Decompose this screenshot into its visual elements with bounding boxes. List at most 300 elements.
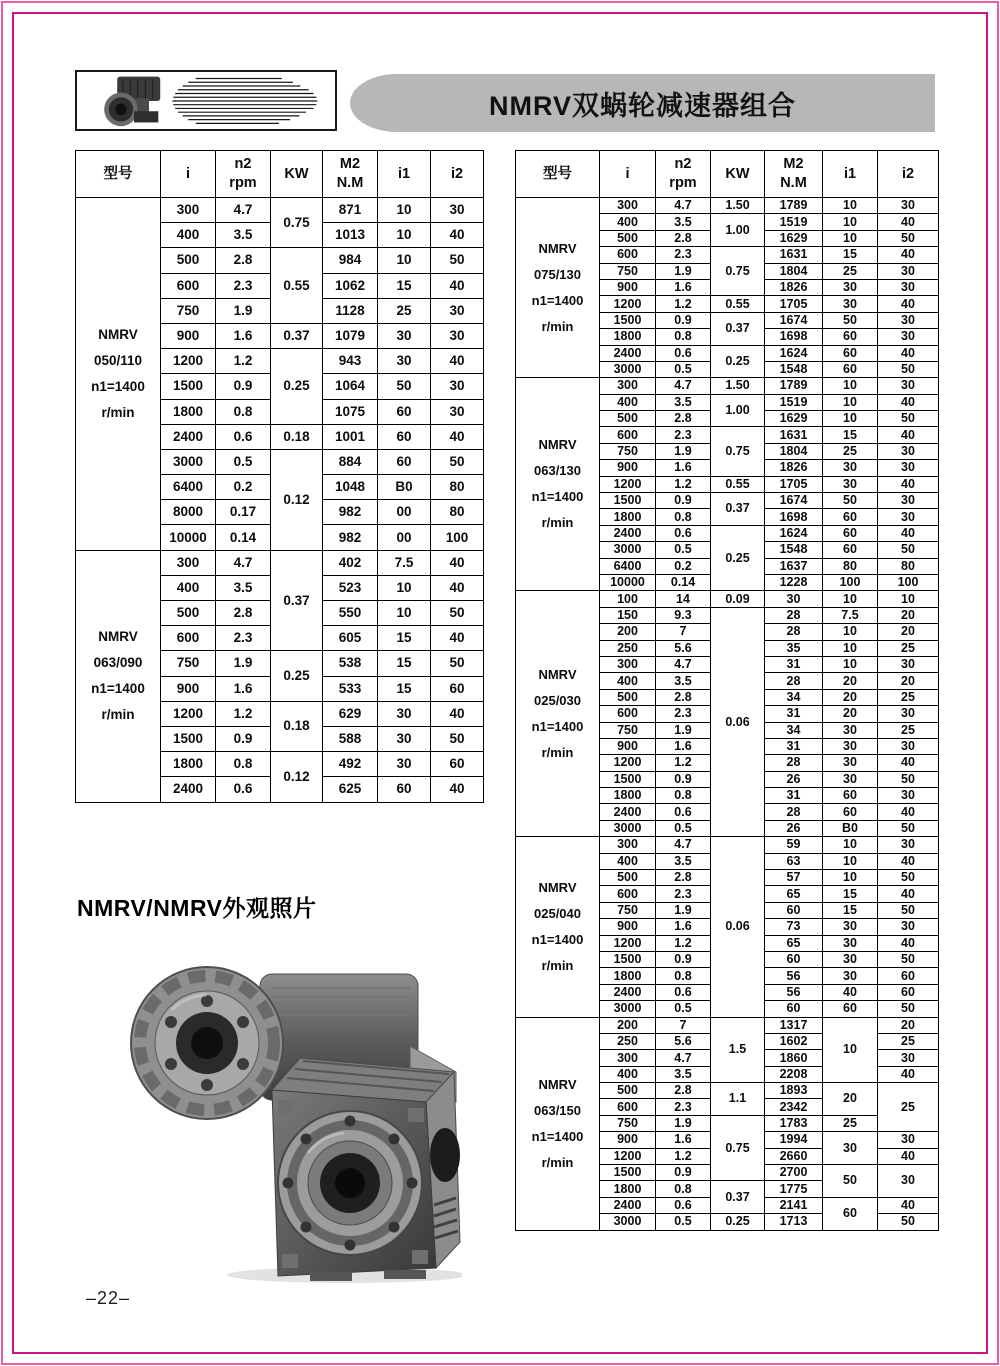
table-cell: 1637 xyxy=(765,558,823,574)
table-cell: 25 xyxy=(878,1033,939,1049)
table-cell: 1705 xyxy=(765,296,823,312)
table-cell: 1.6 xyxy=(216,676,271,701)
gearmotor-logo-icon xyxy=(77,72,335,129)
table-cell: 1624 xyxy=(765,345,823,361)
table-cell: 1.2 xyxy=(656,296,711,312)
table-cell: 1500 xyxy=(600,1165,656,1181)
table-cell: 40 xyxy=(878,476,939,492)
table-cell: 1800 xyxy=(161,752,216,777)
table-cell: 1.9 xyxy=(656,1115,711,1131)
table-cell: 3.5 xyxy=(656,1066,711,1082)
table-cell: 65 xyxy=(765,935,823,951)
table-cell: 0.25 xyxy=(711,345,765,378)
table-cell: 1500 xyxy=(600,312,656,328)
table-cell: 14 xyxy=(656,591,711,607)
logo-box xyxy=(75,70,337,131)
table-cell: 600 xyxy=(600,1099,656,1115)
table-cell: 50 xyxy=(878,411,939,427)
table-cell: 1800 xyxy=(600,1181,656,1197)
table-cell: 30 xyxy=(878,1165,939,1198)
table-cell: 30 xyxy=(823,460,878,476)
model-line: n1=1400 xyxy=(531,718,584,734)
table-cell: 0.37 xyxy=(711,493,765,526)
table-cell: 1500 xyxy=(161,726,216,751)
table-cell: 4.7 xyxy=(656,198,711,214)
table-cell: 10 xyxy=(878,591,939,607)
table-cell: 500 xyxy=(161,248,216,273)
table-cell: 40 xyxy=(878,214,939,230)
table-cell: 1548 xyxy=(765,361,823,377)
table-cell: 10 xyxy=(823,230,878,246)
model-line: 063/090 xyxy=(93,655,143,671)
table-cell: 0.5 xyxy=(656,1001,711,1017)
table-cell: 10 xyxy=(823,656,878,672)
table-cell: 0.9 xyxy=(216,374,271,399)
column-header: 型号 xyxy=(516,151,600,198)
table-cell: 40 xyxy=(431,273,484,298)
table-cell: 34 xyxy=(765,722,823,738)
model-line: 025/030 xyxy=(534,692,581,708)
gearmotor-photo xyxy=(104,77,160,127)
table-cell: 629 xyxy=(323,701,378,726)
table-cell: 10 xyxy=(378,248,431,273)
table-cell: 5.6 xyxy=(656,640,711,656)
table-cell: 0.9 xyxy=(656,951,711,967)
table-cell: 80 xyxy=(431,500,484,525)
table-cell: 60 xyxy=(765,902,823,918)
table-cell: 20 xyxy=(823,1083,878,1116)
table-cell: 3.5 xyxy=(656,214,711,230)
table-cell: 1674 xyxy=(765,493,823,509)
table-cell: 0.37 xyxy=(711,312,765,345)
table-cell: 35 xyxy=(765,640,823,656)
table-cell: 1.2 xyxy=(656,476,711,492)
table-cell: 4.7 xyxy=(216,550,271,575)
table-cell: 50 xyxy=(823,493,878,509)
model-line: n1=1400 xyxy=(531,931,584,947)
table-cell: 63 xyxy=(765,853,823,869)
table-cell: 1624 xyxy=(765,525,823,541)
table-cell: 600 xyxy=(600,427,656,443)
table-cell: 10 xyxy=(823,640,878,656)
table-cell: 605 xyxy=(323,626,378,651)
table-cell: 0.6 xyxy=(216,777,271,802)
table-cell: 1602 xyxy=(765,1033,823,1049)
table-cell: 30 xyxy=(765,591,823,607)
table-cell: 60 xyxy=(878,984,939,1000)
table-cell: 60 xyxy=(378,424,431,449)
model-line: NMRV xyxy=(98,629,138,645)
model-line: 025/040 xyxy=(534,905,581,921)
table-cell: 1713 xyxy=(765,1214,823,1230)
table-cell: 0.9 xyxy=(656,771,711,787)
table-cell: 40 xyxy=(878,1197,939,1213)
model-line: n1=1400 xyxy=(531,489,584,505)
table-cell: 1705 xyxy=(765,476,823,492)
model-line: NMRV xyxy=(538,240,577,256)
table-cell: 0.6 xyxy=(656,345,711,361)
table-cell: 30 xyxy=(823,968,878,984)
table-cell: 15 xyxy=(378,676,431,701)
table-cell: 30 xyxy=(878,312,939,328)
table-cell: 0.8 xyxy=(216,399,271,424)
table-cell: 40 xyxy=(878,755,939,771)
column-header: i1 xyxy=(823,151,878,198)
table-cell: 1.6 xyxy=(216,323,271,348)
table-cell: 0.37 xyxy=(271,550,323,651)
table-cell: 30 xyxy=(878,443,939,459)
table-cell: 31 xyxy=(765,706,823,722)
header-row xyxy=(76,151,484,198)
table-cell: 1860 xyxy=(765,1050,823,1066)
table-cell: 500 xyxy=(600,689,656,705)
table-cell: 10 xyxy=(823,198,878,214)
table-cell: 10 xyxy=(823,214,878,230)
table-cell: 30 xyxy=(878,378,939,394)
table-cell: 10 xyxy=(823,624,878,640)
table-cell: 400 xyxy=(600,1066,656,1082)
table-cell: 20 xyxy=(823,689,878,705)
table-cell: 40 xyxy=(431,349,484,374)
table-cell: 400 xyxy=(600,214,656,230)
table-cell: 73 xyxy=(765,919,823,935)
table-cell: 750 xyxy=(600,902,656,918)
table-cell: 1698 xyxy=(765,509,823,525)
table-cell: 7 xyxy=(656,624,711,640)
table-cell: 3000 xyxy=(600,1001,656,1017)
table-cell: 2.8 xyxy=(656,411,711,427)
table-cell: 1.2 xyxy=(656,755,711,771)
table-cell: 60 xyxy=(431,752,484,777)
table-cell: 7.5 xyxy=(823,607,878,623)
table-cell: 40 xyxy=(878,394,939,410)
table-cell: 60 xyxy=(878,968,939,984)
table-cell: 1500 xyxy=(600,951,656,967)
model-line: r/min xyxy=(541,744,574,760)
table-cell: 30 xyxy=(878,837,939,853)
table-cell: 60 xyxy=(823,361,878,377)
table-cell: 4.7 xyxy=(656,656,711,672)
table-cell: 4.7 xyxy=(216,198,271,223)
table-cell: 20 xyxy=(878,624,939,640)
table-cell: 30 xyxy=(431,323,484,348)
model-line: 063/130 xyxy=(534,463,581,479)
model-line: n1=1400 xyxy=(91,378,145,394)
table-cell: 538 xyxy=(323,651,378,676)
table-cell: 20 xyxy=(823,673,878,689)
model-line: 075/130 xyxy=(534,266,581,282)
table-cell: 8000 xyxy=(161,500,216,525)
table-cell: 250 xyxy=(600,640,656,656)
table-cell: 2400 xyxy=(600,984,656,1000)
table-cell: 1200 xyxy=(600,1148,656,1164)
table-cell: 31 xyxy=(765,656,823,672)
product-photo xyxy=(112,950,462,1285)
table-cell: 1826 xyxy=(765,460,823,476)
table-cell: 1.50 xyxy=(711,378,765,394)
table-cell: 15 xyxy=(378,273,431,298)
table-cell: 500 xyxy=(600,230,656,246)
table-cell: 1200 xyxy=(600,296,656,312)
table-cell: 30 xyxy=(878,198,939,214)
table-cell: 600 xyxy=(600,886,656,902)
table-cell: 2400 xyxy=(600,525,656,541)
model-line: NMRV xyxy=(538,879,577,895)
table-cell: 10000 xyxy=(600,574,656,590)
table-cell: 40 xyxy=(878,804,939,820)
table-header-row xyxy=(76,151,484,198)
table-cell: 7 xyxy=(656,1017,711,1033)
table-cell: 200 xyxy=(600,624,656,640)
table-cell: 0.6 xyxy=(656,984,711,1000)
table-cell: 60 xyxy=(431,676,484,701)
table-cell: 900 xyxy=(600,279,656,295)
table-cell: 80 xyxy=(823,558,878,574)
table-cell: 6400 xyxy=(600,558,656,574)
table-cell: 0.14 xyxy=(216,525,271,550)
table-cell: 34 xyxy=(765,689,823,705)
table-cell: 2.8 xyxy=(656,689,711,705)
table-cell: 3.5 xyxy=(656,853,711,869)
table-cell: 60 xyxy=(823,509,878,525)
table-cell: 0.55 xyxy=(711,296,765,312)
table-cell: 1783 xyxy=(765,1115,823,1131)
table-cell: 60 xyxy=(823,345,878,361)
table-cell: 1.9 xyxy=(216,298,271,323)
table-cell: 20 xyxy=(878,673,939,689)
table-cell: 40 xyxy=(431,223,484,248)
table-cell: 0.06 xyxy=(711,837,765,1017)
table-cell: 60 xyxy=(823,788,878,804)
table-cell: 7.5 xyxy=(378,550,431,575)
table-cell: 60 xyxy=(823,1001,878,1017)
table-cell: 0.8 xyxy=(656,968,711,984)
table-cell: 0.25 xyxy=(271,651,323,701)
model-cell xyxy=(516,837,600,1017)
table-cell: 40 xyxy=(878,1066,939,1082)
table-cell: 60 xyxy=(823,329,878,345)
table-cell: 1629 xyxy=(765,411,823,427)
table-cell: 1548 xyxy=(765,542,823,558)
table-cell: 0.55 xyxy=(711,476,765,492)
table-cell: 28 xyxy=(765,673,823,689)
table-cell: 2.8 xyxy=(216,601,271,626)
table-cell: 750 xyxy=(600,263,656,279)
table-cell: 0.37 xyxy=(271,323,323,348)
table-cell: 0.5 xyxy=(656,820,711,836)
table-cell: 1.9 xyxy=(656,722,711,738)
table-cell: 0.9 xyxy=(656,312,711,328)
table-cell: 25 xyxy=(823,1115,878,1131)
model-line: r/min xyxy=(101,404,135,420)
table-cell: 30 xyxy=(878,1050,939,1066)
table-cell: 100 xyxy=(431,525,484,550)
table-cell: 30 xyxy=(823,755,878,771)
table-cell: 60 xyxy=(823,525,878,541)
table-row xyxy=(516,837,939,853)
table-cell: 30 xyxy=(878,1132,939,1148)
table-cell: 10 xyxy=(823,394,878,410)
table-cell: 30 xyxy=(378,701,431,726)
table-cell: 1500 xyxy=(600,771,656,787)
table-cell: 40 xyxy=(878,345,939,361)
table-cell: 10 xyxy=(823,591,878,607)
table-cell: 30 xyxy=(431,374,484,399)
table-cell: 50 xyxy=(823,312,878,328)
table-cell: 1789 xyxy=(765,198,823,214)
table-cell: 300 xyxy=(600,198,656,214)
table-cell: 0.12 xyxy=(271,449,323,550)
table-cell: 884 xyxy=(323,449,378,474)
table-cell: 60 xyxy=(378,449,431,474)
title-banner xyxy=(350,74,935,132)
table-cell: 3000 xyxy=(600,361,656,377)
table-cell: 4.7 xyxy=(656,1050,711,1066)
table-cell: B0 xyxy=(378,475,431,500)
table-cell: 60 xyxy=(823,804,878,820)
column-header: M2 N.M xyxy=(765,151,823,198)
table-cell: 0.12 xyxy=(271,752,323,802)
table-cell: 60 xyxy=(823,1197,878,1230)
table-cell: 2.3 xyxy=(656,886,711,902)
table-cell: 60 xyxy=(765,951,823,967)
header-row xyxy=(516,151,939,198)
table-cell: 1.6 xyxy=(656,279,711,295)
table-cell: 3.5 xyxy=(216,223,271,248)
table-cell: 10 xyxy=(378,223,431,248)
table-cell: 600 xyxy=(161,626,216,651)
table-cell: 50 xyxy=(431,651,484,676)
model-line: 050/110 xyxy=(93,352,143,368)
page-title: NMRV双蜗轮减速器组合 xyxy=(488,90,796,121)
table-cell: 10 xyxy=(823,378,878,394)
table-cell: 0.75 xyxy=(271,198,323,248)
table-cell: 1317 xyxy=(765,1017,823,1033)
table-cell: 40 xyxy=(878,247,939,263)
reducer-table-left xyxy=(75,150,484,803)
table-cell: 500 xyxy=(600,411,656,427)
model-cell xyxy=(516,591,600,837)
table-cell: 10 xyxy=(823,853,878,869)
table-cell: 750 xyxy=(600,1115,656,1131)
table-cell: 100 xyxy=(600,591,656,607)
table-cell: 2660 xyxy=(765,1148,823,1164)
table-cell: 20 xyxy=(823,706,878,722)
model-line: r/min xyxy=(541,957,574,973)
column-header: i1 xyxy=(378,151,431,198)
table-cell: 2.3 xyxy=(656,706,711,722)
table-row xyxy=(516,198,939,214)
speed-lines xyxy=(172,79,317,124)
table-cell: 1.2 xyxy=(216,349,271,374)
table-cell: 1500 xyxy=(600,493,656,509)
table-row xyxy=(516,1017,939,1033)
column-header: n2 rpm xyxy=(216,151,271,198)
table-cell: 25 xyxy=(823,443,878,459)
table-cell: 1519 xyxy=(765,214,823,230)
table-cell: 1200 xyxy=(600,476,656,492)
model-cell xyxy=(76,550,161,802)
model-line: NMRV xyxy=(538,437,577,453)
table-cell: 50 xyxy=(878,1214,939,1230)
table-cell: 1.6 xyxy=(656,738,711,754)
table-cell: 30 xyxy=(823,771,878,787)
model-line: r/min xyxy=(101,707,135,723)
table-cell: 60 xyxy=(823,542,878,558)
table-cell: 30 xyxy=(823,296,878,312)
table-cell: 25 xyxy=(878,722,939,738)
table-cell: 1800 xyxy=(600,968,656,984)
model-cell xyxy=(516,378,600,591)
table-cell: 2400 xyxy=(600,804,656,820)
table-cell: 900 xyxy=(161,676,216,701)
table-cell: 30 xyxy=(823,935,878,951)
table-cell: 0.25 xyxy=(711,525,765,591)
table-cell: 28 xyxy=(765,755,823,771)
table-cell: 900 xyxy=(600,919,656,935)
table-cell: 1519 xyxy=(765,394,823,410)
table-cell: 250 xyxy=(600,1033,656,1049)
table-row xyxy=(516,378,939,394)
table-cell: 1800 xyxy=(600,509,656,525)
page-number: –22– xyxy=(86,1288,131,1308)
table-cell: 0.75 xyxy=(711,427,765,476)
table-cell: 750 xyxy=(600,443,656,459)
reducer-table-right xyxy=(515,150,939,1231)
table-cell: 1698 xyxy=(765,329,823,345)
table-cell: 30 xyxy=(431,198,484,223)
column-header: n2 rpm xyxy=(656,151,711,198)
table-cell: 1631 xyxy=(765,247,823,263)
column-header: i2 xyxy=(431,151,484,198)
table-cell: 30 xyxy=(878,919,939,935)
column-header: i xyxy=(161,151,216,198)
table-cell: 1.9 xyxy=(216,651,271,676)
table-cell: 0.18 xyxy=(271,424,323,449)
table-cell: 57 xyxy=(765,870,823,886)
table-cell: 402 xyxy=(323,550,378,575)
table-cell: 30 xyxy=(823,1132,878,1165)
table-cell: 0.25 xyxy=(711,1214,765,1230)
table-cell: 3.5 xyxy=(656,394,711,410)
table-cell: 30 xyxy=(823,722,878,738)
table-cell: 492 xyxy=(323,752,378,777)
table-cell: 1.1 xyxy=(711,1083,765,1116)
table-cell: 0.9 xyxy=(216,726,271,751)
table-cell: 1.00 xyxy=(711,214,765,247)
table-cell: 50 xyxy=(431,248,484,273)
table-cell: 1200 xyxy=(161,349,216,374)
table-cell: 30 xyxy=(823,919,878,935)
table-cell: 2400 xyxy=(600,345,656,361)
table-cell: 25 xyxy=(878,640,939,656)
table-cell: 200 xyxy=(600,1017,656,1033)
table-cell: 40 xyxy=(431,424,484,449)
table-cell: 0.75 xyxy=(711,1115,765,1181)
table-cell: 30 xyxy=(431,399,484,424)
model-cell xyxy=(516,1017,600,1230)
model-line: n1=1400 xyxy=(91,681,145,697)
table-cell: 10000 xyxy=(161,525,216,550)
table-cell: 1200 xyxy=(161,701,216,726)
table-cell: 1.2 xyxy=(656,1148,711,1164)
table-cell: 1.9 xyxy=(656,263,711,279)
table-cell: 59 xyxy=(765,837,823,853)
table-cell: 3.5 xyxy=(216,575,271,600)
table-cell: 0.09 xyxy=(711,591,765,607)
table-cell: 30 xyxy=(878,656,939,672)
table-cell: 1.00 xyxy=(711,394,765,427)
